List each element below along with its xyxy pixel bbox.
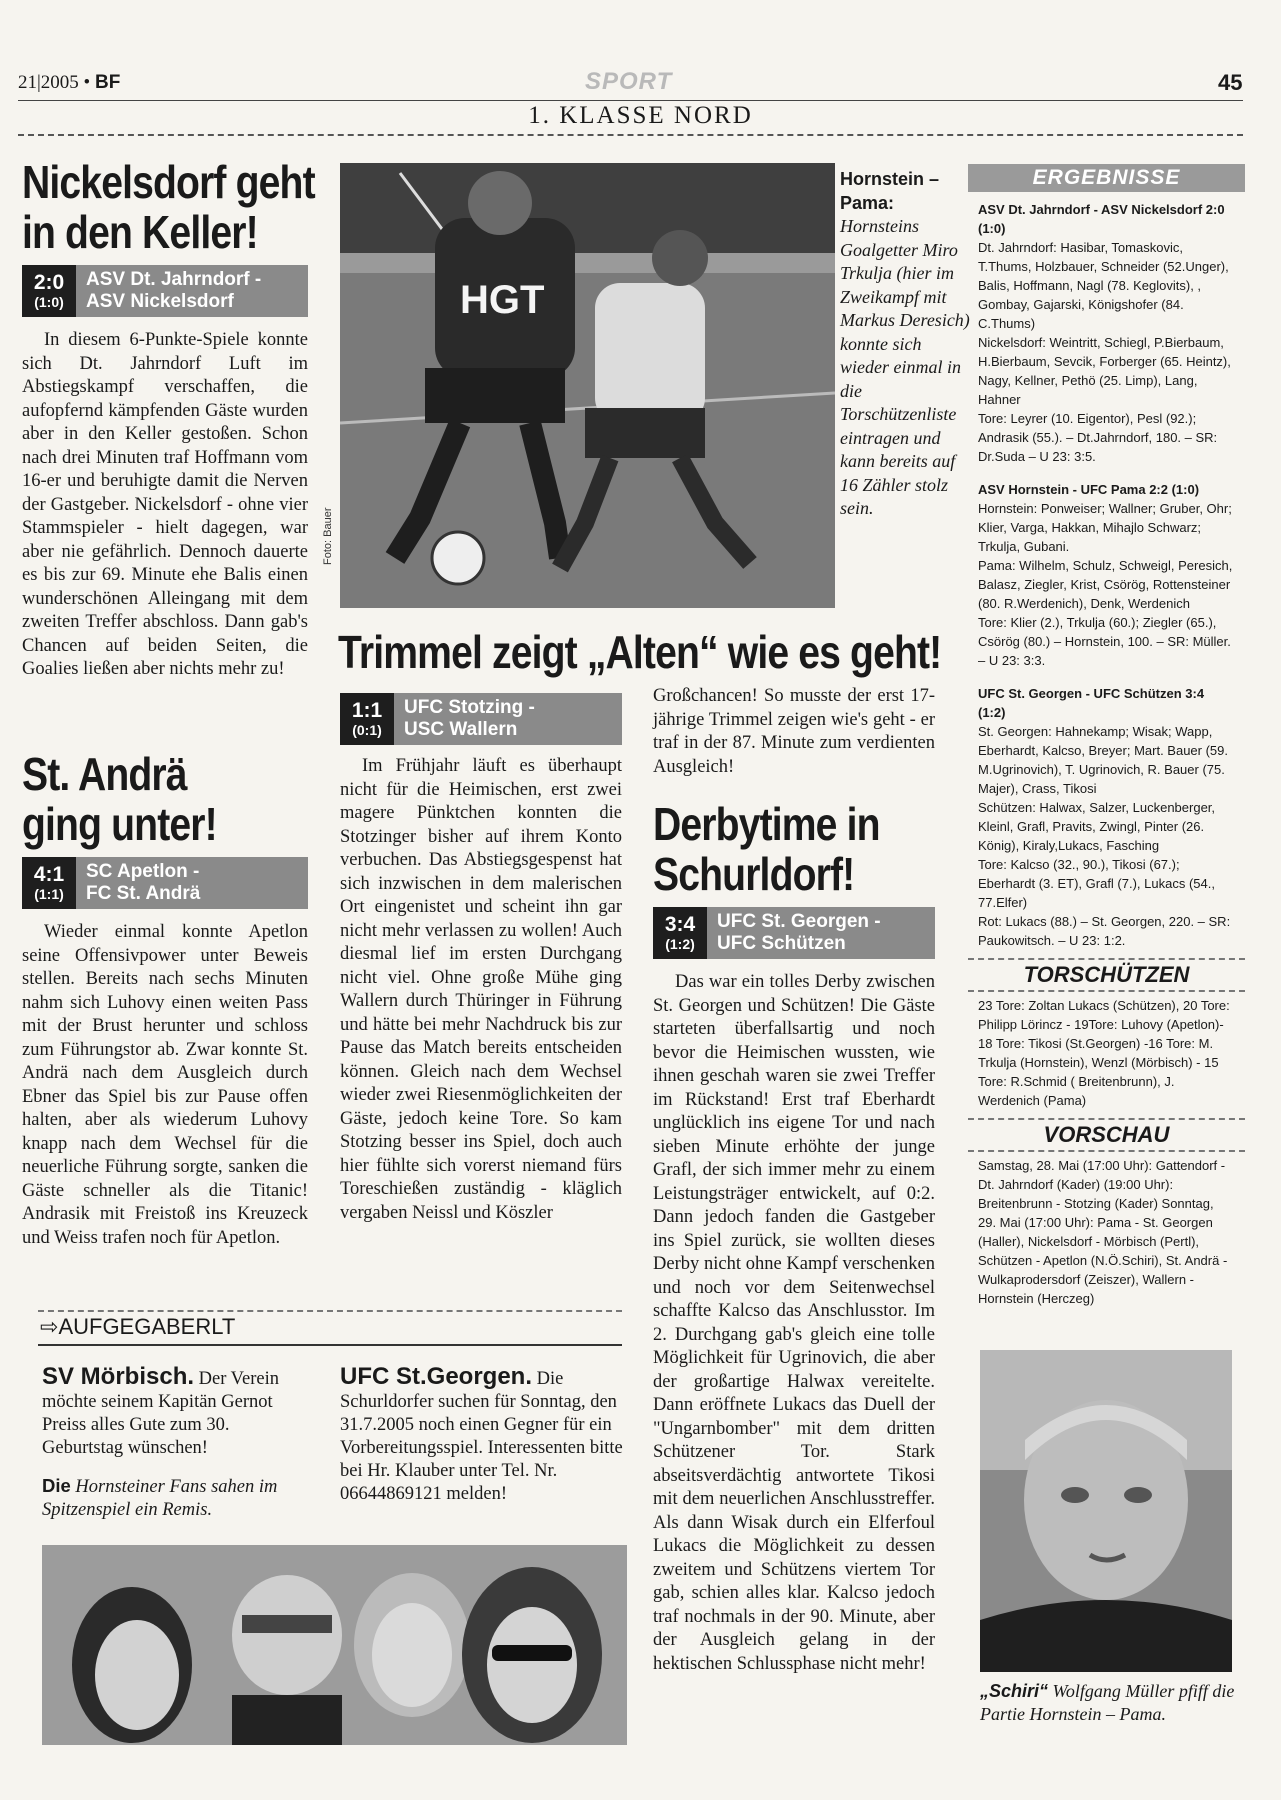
article-body-continued: Großchancen! So musste der erst 17-jährige Trimmel zeigen wie's geht - er traf in der 87. Minute zum verdienten Ausgleich! (653, 686, 935, 777)
score-box: 1:1 (0:1) UFC Stotzing - USC Wallern (340, 693, 622, 745)
article-body: Im Frühjahr läuft es überhaupt nicht für die Heimischen, erst zwei magere Pünktchen konnten die Stotzinger bisher auf ihrem Konto verbuchen. Das Abstiegsgespenst hat sich inzwischen in dem malerischen Ort eingenistet und scheint ihn gar nicht mehr verlassen zu wollen! Auch diesmal lief im ersten Durchgang nicht viel. Ohne große Mühe ging Wallern durch Thüringer in Führung und hätte bei mehr Nachdruck bis zur Pause das Match bereits entscheiden können. Gleich nach dem Wechsel wieder zwei Riesenmöglichkeiten der Gäste, jedoch keine Tore. So kam Stotzing besser ins Spiel, doch auch hier fühlte sich vorerst niemand fürs Toreschießen zuständig - kläglich vergaben Neissl und Köszler (340, 756, 622, 1223)
article-body: Wieder einmal konnte Apetlon seine Offensivpower unter Beweis stellen. Bereits nach sechs Minuten nahm sich Luhovy einen weiten Pass mit der Brust herunter und schloss zum Führungstor ab. Zwar konnte St. Andrä nach dem Ausgleich durch Ebner das Spiel bis zur Pause offen halten, aber als wiederum Luhovy knapp nach dem Wechsel für die neuerliche Führung sorgte, sanken die Gäste schneller als die Titanic! Andrasik mit Freistoß ins Kreuzeck und Weiss trafen noch für Apetlon. (22, 922, 308, 1248)
publication-name: BF (94, 72, 121, 93)
header-rule (18, 100, 1243, 101)
shirt-text: HGT (460, 278, 545, 322)
notice-st-georgen: UFC St.Georgen. Die Schurldorfer suchen für Sonntag, den 31.7.2005 noch einen Gegner für ein Vorbereitungsspiel. Interessenten bitte bei Hr. Klauber unter Tel. Nr. 06644869121 melden! (340, 1363, 623, 1504)
headline-nickelsdorf: Nickelsdorf geht in den Keller! (22, 156, 315, 258)
scorers-text: 23 Tore: Zoltan Lukacs (Schützen), 20 Tore: Philipp Lörincz - 19Tore: Luhovy (Apetlon)- 18 Tore: Tikosi (St.Georgen) -16 Tore: M. Trkulja (Hornstein), Wenzl (Mörbisch) - 15 Tore: R.Schmid ( Breitenbrunn), J. Werdenich (Pama) (978, 998, 1230, 1108)
page-number: 45 (1218, 70, 1243, 95)
header-dashed-rule (18, 134, 1243, 136)
article-derbytime (653, 800, 953, 1676)
aufgegaberlt-label: ⇨AUFGEGABERLT (40, 1314, 236, 1339)
match-photo (340, 163, 835, 608)
notice-moerbisch: SV Mörbisch. Der Verein möchte seinem Kapitän Gernot Preiss alles Gute zum 30. Geburtstag wünschen! Die Hornsteiner Fans sahen im Spitzenspiel ein Remis. (42, 1365, 307, 1522)
score-box: 3:4 (1:2) UFC St. Georgen - UFC Schützen (653, 907, 935, 959)
article-st-andrae (22, 750, 322, 1250)
referee-caption: „Schiri“ Wolfgang Müller pfiff die Partie Hornstein – Pama. (980, 1681, 1235, 1724)
referee-photo (980, 1350, 1232, 1672)
results-sidebar (968, 164, 1245, 1308)
result-block: ASV Hornstein - UFC Pama 2:2 (1:0) Hornstein: Ponweiser; Wallner; Gruber, Ohr; Klier, Varga, Hakkan, Mihajlo Schwarz; Trkulja, Gubani. Pama: Wilhelm, Schulz, Schweigl, Peresich, Balasz, Ziegler, Krist, Csörög, Rottensteiner (80. R.Werdenich), Denk, Werdenich Tore: Klier (2.), Trkulja (60.); Ziegler (65.), Csörög (80.) – Hornstein, 100. – SR: Müller. – U 23: 3:3. (978, 482, 1233, 668)
headline-st-andrae: St. Andrä ging unter! (22, 748, 217, 850)
section-title: SPORT (585, 68, 673, 95)
photo-caption: Hornstein – Pama: Hornsteins Goalgetter Miro Trkulja (hier im Zweikampf mit Markus Deresich) konnte sich wieder einmal in die Torschützenliste eintragen und kann bereits auf 16 Zähler stolz sein. (840, 169, 970, 518)
issue-number: 21|2005 • BF (18, 72, 121, 93)
league-title: 1. KLASSE NORD (528, 102, 753, 129)
score-box: 4:1 (1:1) SC Apetlon - FC St. Andrä (22, 857, 308, 909)
article-body: In diesem 6-Punkte-Spiele konnte sich Dt. Jahrndorf Luft im Abstiegskampf verschaffen, die aufopfernd kämpfenden Gäste wurden aber in den Keller gestoßen. Schon nach drei Minuten traf Hoffmann vom 16-er und beruhigte damit die Nerven der Gastgeber. Nickelsdorf - ohne vier Stammspieler - hielt dagegen, war aber nie gefährlich. Dennoch dauerte es bis zur 69. Minute ehe Balis einen wunderschönen Alleingang mit dem zweiten Treffer abschloss. Dann gab's Chancen auf beiden Seiten, die Goalies ließen aber nichts mehr zu! (22, 330, 308, 680)
result-block: UFC St. Georgen - UFC Schützen 3:4 (1:2) St. Georgen: Hahnekamp; Wisak; Wapp, Eberhardt, Kalcso, Breyer; Mart. Bauer (59. M.Ugrinovich), T. Ugrinovich, R. Bauer (75. Majer), Crass, Tikosi Schützen: Halwax, Salzer, Luckenberger, Kleinl, Grafl, Pravits, Zwingl, Pinter (26. König), Kiraly,Lukacs, Fasching Tore: Kalcso (32., 90.), Tikosi (67.); Eberhardt (3. ET), Grafl (7.), Lukacs (54., 77.Elfer) Rot: Lukacs (88.) – St. Georgen, 220. – SR: Paukowitsch. – U 23: 1:2. (978, 686, 1231, 948)
sidebar-title: ERGEBNISSE (968, 164, 1245, 192)
article-body: Das war ein tolles Derby zwischen St. Georgen und Schützen! Die Gäste starteten überfallsartig und noch bevor die Heimischen wussten, wie ihnen geschah waren sie zwei Treffer im Rückstand! Erst traf Eberhardt unglücklich ins eigene Tor und nach sieben Minute erhöhte der junge Grafl, der sich immer mehr zu einem Leistungsträger entwickelt, auf 0:2. Dann jedoch fanden die Gastgeber ins Spiel zurück, sie wollten dieses Derby nicht ohne Kampf verschenken und noch vor dem Seitenwechsel schaffte Kalcso das Anschlusstor. Im 2. Durchgang gab's gleich eine tolle Möglichkeit für Ugrinovich, die aber der großartige Halwax vereitelte. Dann eröffnete Lukacs das Duell der "Ungarnbomber" mit dem dritten Schützener Tor. Stark abseitsverdächtig antwortete Tikosi mit dem neuerlichen Anschlusstreffer. Als dann Wisak durch ein Elferfoul Lukacs die Möglichkeit zu dessen zweitem und Schützens viertem Tor gab, schien alles klar. Kalcso jedoch traf nochmals in der 90. Minute, aber der Ausgleich gelang in der hektischen Schlussphase nicht mehr! (653, 972, 935, 1674)
arrow-icon: ⇨ (40, 1314, 59, 1339)
article-nickelsdorf (22, 158, 322, 682)
preview-title: VORSCHAU (968, 1118, 1245, 1152)
scorers-title: TORSCHÜTZEN (968, 958, 1245, 992)
headline-derbytime: Derbytime in Schurldorf! (653, 798, 880, 900)
fans-photo (42, 1545, 627, 1745)
photo-credit: Foto: Bauer (322, 507, 334, 565)
result-block: ASV Dt. Jahrndorf - ASV Nickelsdorf 2:0 (1:0) Dt. Jahrndorf: Hasibar, Tomaskovic, T.Thums, Holzbauer, Schneider (52.Unger), Balis, Hoffmann, Nagl (78. Keglovits), , Gombay, Gajarski, Königshofer (84. C.Thums) Nickelsdorf: Weintritt, Schiegl, P.Bierbaum, H.Bierbaum, Sevcik, Forberger (65. Heintz), Nagy, Kellner, Pethö (25. Limp), Lang, Hahner Tore: Leyrer (10. Eigentor), Pesl (92.); Andrasik (55.). – Dt.Jahrndorf, 180. – SR: Dr.Suda – U 23: 3:5. (978, 202, 1231, 464)
preview-text: Samstag, 28. Mai (17:00 Uhr): Gattendorf - Dt. Jahrndorf (Kader) (19:00 Uhr): Breitenbrunn - Stotzing (Kader) Sonntag, 29. Mai (17:00 Uhr): Pama - St. Georgen (Haller), Nickelsdorf - Mörbisch (Pertl), Schützen - Apetlon (N.Ö.Schiri), St. Andrä - Wulkaprodersdorf (Zeiszer), Wallern - Hornstein (Herczeg) (978, 1158, 1228, 1306)
photo-caption: Die Hornsteiner Fans sahen im Spitzenspiel ein Remis. (42, 1475, 278, 1520)
headline-trimmel: Trimmel zeigt „Alten“ wie es geht! (338, 626, 942, 678)
score-box: 2:0 (1:0) ASV Dt. Jahrndorf - ASV Nickelsdorf (22, 265, 308, 317)
